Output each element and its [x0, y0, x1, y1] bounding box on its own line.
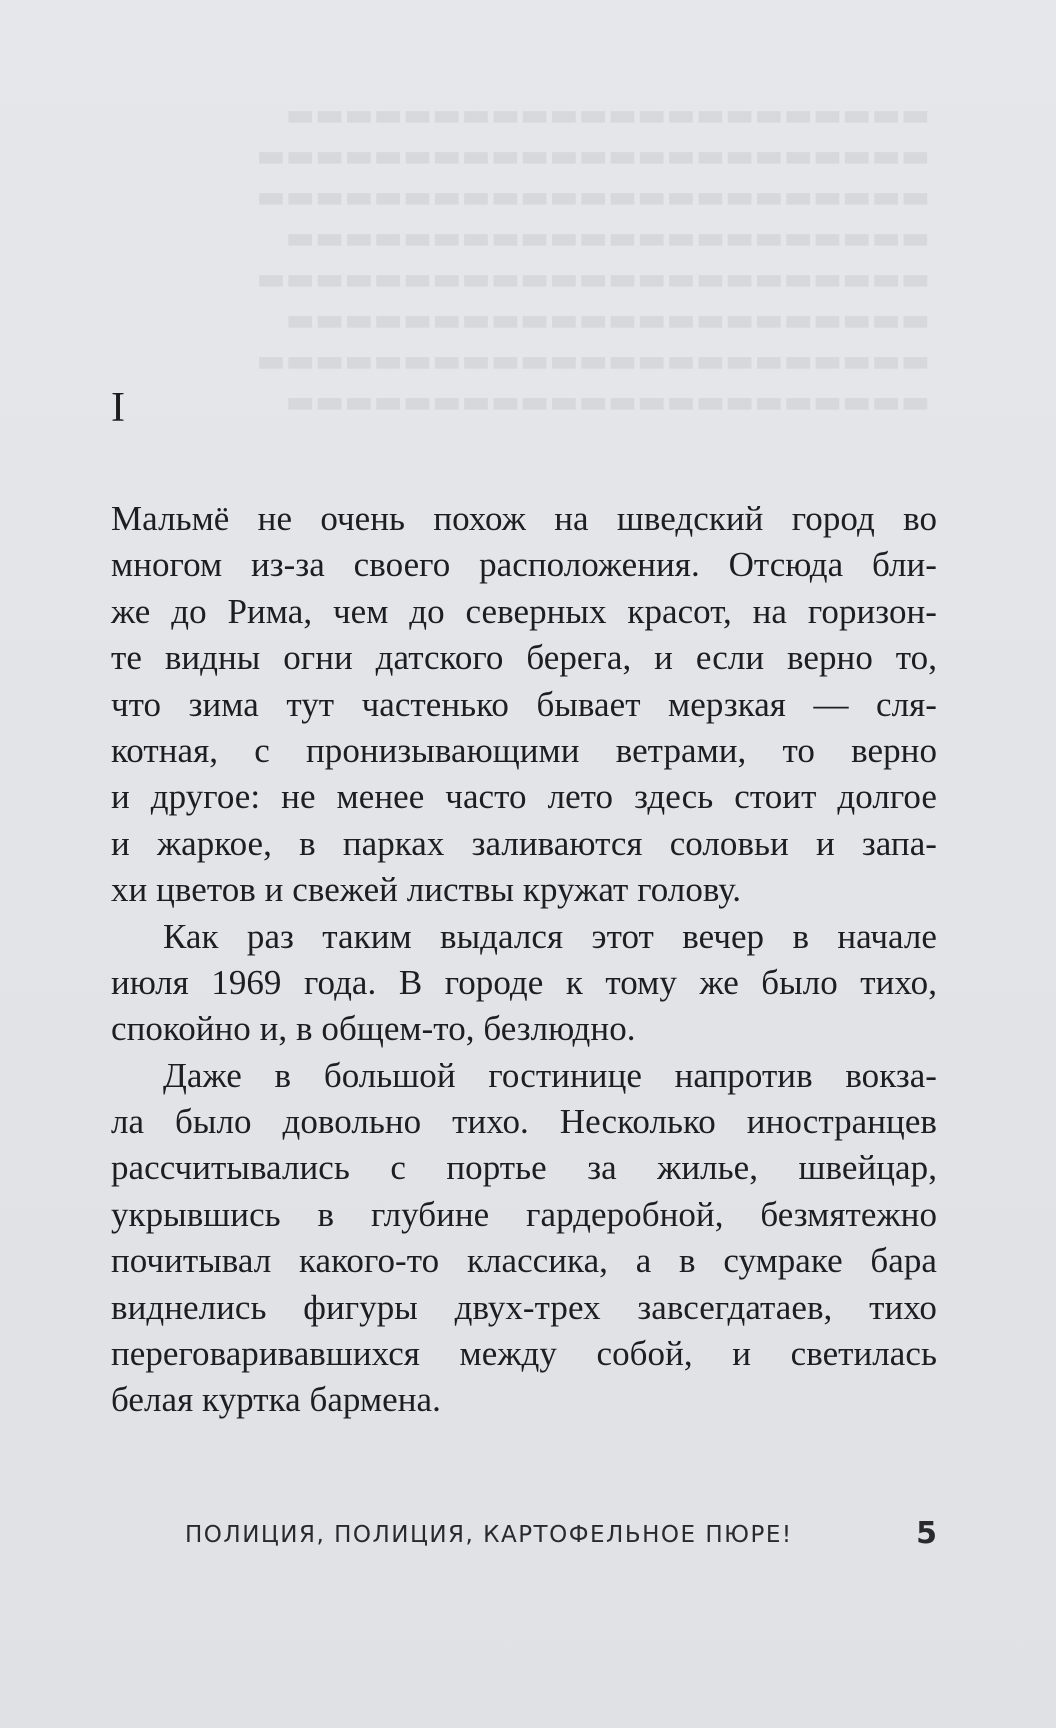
running-footer [185, 1518, 937, 1554]
text-line: котная, с пронизывающими ветрами, то верно [111, 730, 937, 770]
text-line: те видны огни датского берега, и если верно то, [111, 638, 937, 678]
reverse-side-bleed-through: ▬▬▬▬▬▬▬▬▬▬▬▬▬▬▬▬▬▬▬▬▬▬ ▬▬▬▬▬▬▬▬▬▬▬▬▬▬▬▬▬▬▬▬▬▬▬ ▬▬▬▬▬▬▬▬▬▬▬▬▬▬▬▬▬▬▬▬▬▬▬ ▬▬▬▬▬▬▬▬▬▬▬▬▬▬▬▬▬▬▬▬▬▬ ▬▬▬▬▬▬▬▬▬▬▬▬▬▬▬▬▬▬▬▬▬▬▬ ▬▬▬▬▬▬▬▬▬▬▬▬▬▬▬▬▬▬▬▬▬▬ ▬▬▬▬▬▬▬▬▬▬▬▬▬▬▬▬▬▬▬▬▬▬▬ ▬▬▬▬▬▬▬▬▬▬▬▬▬▬▬▬▬▬▬▬▬▬ [256, 97, 930, 420]
text-line: Мальмё не очень похож на шведский город во [111, 499, 937, 538]
text-line: Как раз таким выдался этот вечер в начале [163, 916, 937, 956]
paragraph-2 [111, 914, 937, 1053]
text-line: Даже в большой гостинице напротив вокза- [163, 1055, 937, 1095]
text-line: что зима тут частенько бывает мерзкая — сля- [111, 684, 937, 724]
text-line: же до Рима, чем до северных красот, на горизон- [111, 591, 937, 631]
text-line: белая куртка бармена. [111, 1380, 441, 1420]
book-title: ПОЛИЦИЯ, ПОЛИЦИЯ, КАРТОФЕЛЬНОЕ ПЮРЕ! [185, 1522, 793, 1548]
text-line: спокойно и, в общем-то, безлюдно. [111, 1009, 636, 1049]
paragraph-1 [111, 496, 937, 914]
text-line: укрывшись в глубине гардеробной, безмятежно [111, 1194, 937, 1234]
chapter-number: I [111, 385, 125, 431]
chapter-body [111, 496, 937, 1424]
text-line: рассчитывались с портье за жилье, швейцар, [111, 1148, 937, 1188]
text-line: и другое: не менее часто лето здесь стоит долгое [111, 777, 937, 817]
text-line: переговаривавшихся между собой, и светилась [111, 1334, 937, 1374]
text-line: и жаркое, в парках заливаются соловьи и запа- [111, 823, 937, 863]
text-line: почитывал какого-то классика, а в сумраке бара [111, 1241, 937, 1281]
text-line: хи цветов и свежей листвы кружат голову. [111, 870, 742, 910]
text-line: виднелись фигуры двух-трех завсегдатаев, тихо [111, 1287, 937, 1327]
text-line: июля 1969 года. В городе к тому же было тихо, [111, 962, 937, 1002]
page-number: 5 [916, 1516, 937, 1551]
paragraph-3 [111, 1053, 937, 1424]
text-line: многом из-за своего расположения. Отсюда бли- [111, 545, 937, 585]
text-line: ла было довольно тихо. Несколько иностранцев [111, 1102, 937, 1142]
